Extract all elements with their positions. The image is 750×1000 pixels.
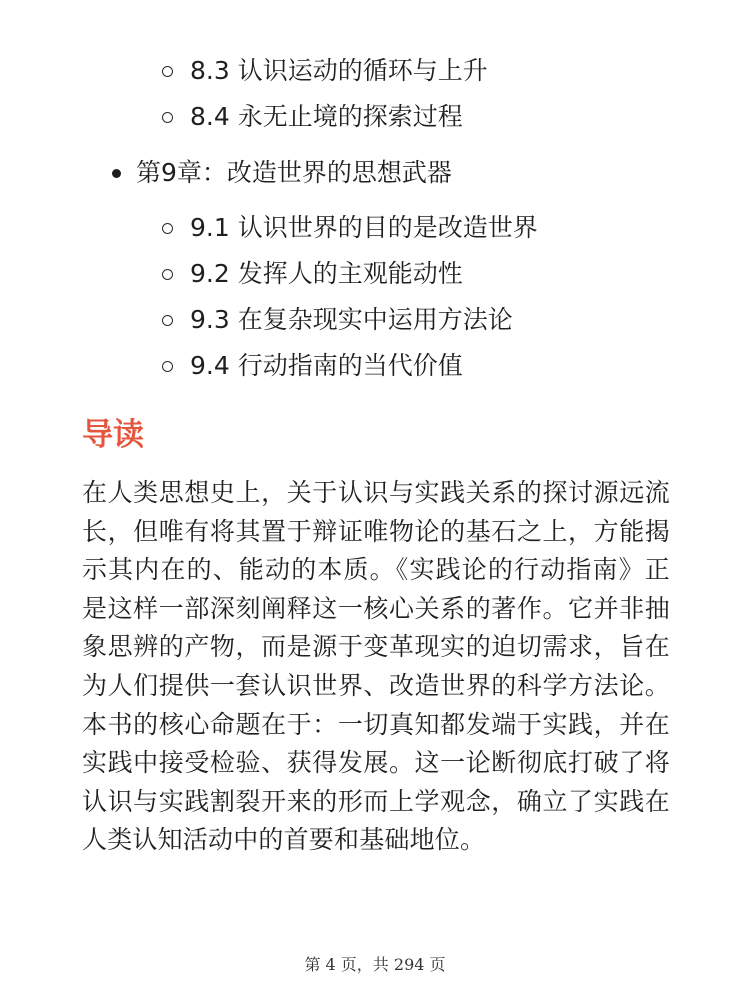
toc-subsection-item [160,297,538,343]
toc-subsection-item [160,205,538,251]
subsection-label: 9.4 行动指南的当代价值 [190,351,463,380]
subsection-label: 8.4 永无止境的探索过程 [190,102,463,131]
circle-bullet-icon [162,66,173,77]
section-heading: 导读 [82,417,144,453]
circle-bullet-icon [162,315,173,326]
toc-subsection-item [160,94,488,140]
subsection-label: 9.3 在复杂现实中运用方法论 [190,305,513,334]
circle-bullet-icon [162,223,173,234]
chapter-8-subsection-list [160,48,488,140]
chapter-9-subsection-list [160,205,538,389]
circle-bullet-icon [162,269,173,280]
toc-chapter-item [112,150,452,196]
subsection-label: 9.1 认识世界的目的是改造世界 [190,213,538,242]
subsection-label: 9.2 发挥人的主观能动性 [190,259,463,288]
disc-bullet-icon [112,169,121,178]
chapter-title: 第9章：改造世界的思想武器 [136,158,452,187]
subsection-label: 8.3 认识运动的循环与上升 [190,56,488,85]
toc-subsection-item [160,343,538,389]
page-number-footer: 第 4 页，共 294 页 [304,955,446,974]
toc-subsection-item [160,251,538,297]
circle-bullet-icon [162,361,173,372]
toc-subsection-item [160,48,488,94]
circle-bullet-icon [162,112,173,123]
body-paragraph: 在人类思想史上，关于认识与实践关系的探讨源远流长，但唯有将其置于辩证唯物论的基石之上，方能揭示其内在的、能动的本质。《实践论的行动指南》正是这样一部深刻阐释这一核心关系的著作。它并非抽象思辨的产物，而是源于变革现实的迫切需求，旨在为人们提供一套认识世界、改造世界的科学方法论。本书的核心命题在于：一切真知都发端于实践，并在实践中接受检验、获得发展。这一论断彻底打破了将认识与实践割裂开来的形而上学观念，确立了实践在人类认知活动中的首要和基础地位。 [82,478,670,855]
